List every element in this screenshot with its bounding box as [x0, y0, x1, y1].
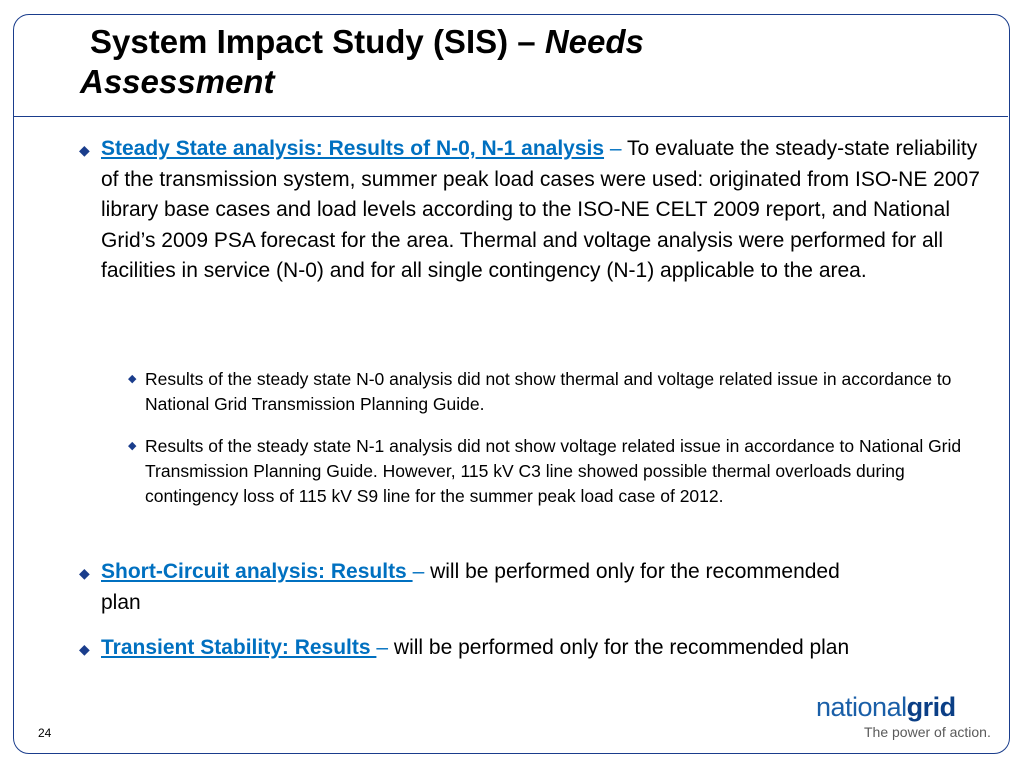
logo-wordmark	[816, 692, 996, 722]
bullet-short-circuit	[79, 557, 881, 618]
bullet-dash: –	[376, 636, 394, 659]
bullet-steady-state	[79, 134, 986, 287]
logo-tagline: The power of action.	[864, 724, 991, 740]
logo-word-bold: grid	[906, 692, 956, 722]
sub-bullet-text: Results of the steady state N-1 analysis did not show voltage related issue in accordance to National Grid Transmission Planning Guide. However, 115 kV C3 line showed possible thermal overloads during contingency loss of 115 kV S9 line for the summer peak load case of 2012.	[145, 436, 962, 506]
diamond-bullet-icon: ◆	[79, 641, 90, 657]
diamond-bullet-icon: ◆	[79, 565, 90, 581]
page-number: 24	[38, 726, 52, 740]
diamond-bullet-icon: ◆	[128, 373, 137, 385]
title-emphasis-2: Assessment	[80, 63, 275, 100]
sub-bullet-n0	[128, 367, 975, 417]
sub-bullet-n1	[128, 434, 1000, 509]
logo-word-light: national	[816, 692, 907, 722]
short-circuit-link[interactable]: Short-Circuit analysis: Results	[101, 560, 413, 583]
diamond-bullet-icon: ◆	[128, 440, 137, 452]
sub-bullet-text: Results of the steady state N-0 analysis did not show thermal and voltage related issue in accordance to National Grid Transmission Planning Guide.	[145, 369, 952, 414]
bullet-text: To evaluate the steady-state reliability of the transmission system, summer peak load cases were used: originated from ISO-NE 2007 library base cases and load levels according to the ISO-NE CELT 2009 report, and National Grid’s 2009 PSA forecast for the area. Thermal and voltage analysis were performed for all facilities in service (N-0) and for all single contingency (N-1) applicable to the area.	[101, 137, 980, 282]
bullet-text: will be performed only for the recommended plan	[393, 636, 850, 659]
bullet-text: will be performed only for the recommended plan	[101, 560, 840, 614]
transient-stability-link[interactable]: Transient Stability: Results	[101, 636, 377, 659]
national-grid-logo	[816, 692, 996, 748]
bullet-dash: –	[412, 560, 431, 583]
steady-state-link[interactable]: Steady State analysis: Results of N-0, N-1 analysis	[101, 137, 605, 160]
diamond-bullet-icon: ◆	[79, 142, 90, 158]
bullet-transient-stability	[79, 633, 986, 664]
title-divider	[14, 116, 1008, 117]
title-plain: System Impact Study (SIS) –	[90, 23, 545, 60]
bullet-dash: –	[604, 137, 627, 160]
title-emphasis-1: Needs	[544, 23, 644, 60]
slide-title	[80, 22, 980, 102]
